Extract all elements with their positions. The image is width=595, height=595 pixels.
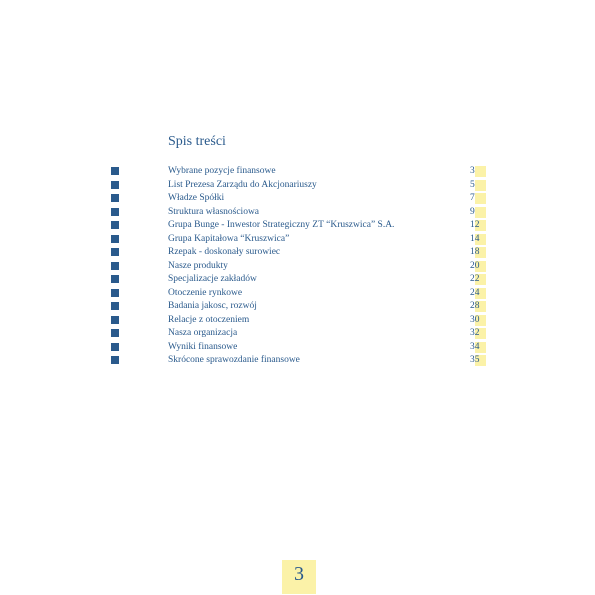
bullet-square-icon [111, 167, 119, 175]
page-title: Spis treści [168, 134, 226, 149]
bullet-square-icon [111, 356, 119, 364]
toc-entry-page[interactable]: 3 [470, 166, 475, 176]
toc-entry[interactable] [0, 314, 595, 328]
page-number-highlight [475, 166, 486, 177]
toc-entry-page[interactable]: 32 [470, 328, 480, 338]
toc-entry[interactable] [0, 192, 595, 206]
bullet-square-icon [111, 235, 119, 243]
toc-entry-label[interactable]: Skrócone sprawozdanie finansowe [168, 355, 300, 365]
toc-entry[interactable] [0, 179, 595, 193]
page-number-highlight [475, 180, 486, 191]
toc-entry[interactable] [0, 165, 595, 179]
toc-entry-page[interactable]: 18 [470, 247, 480, 257]
page-number-highlight [475, 207, 486, 218]
bullet-square-icon [111, 221, 119, 229]
toc-entry-label[interactable]: Nasza organizacja [168, 328, 238, 338]
toc-entry-page[interactable]: 14 [470, 233, 480, 244]
toc-entry[interactable] [0, 219, 595, 233]
toc-entry[interactable] [0, 233, 595, 247]
bullet-square-icon [111, 262, 119, 270]
toc-entry-label[interactable]: Specjalizacje zakładów [168, 274, 257, 284]
toc-entry-page[interactable]: 5 [470, 179, 475, 190]
bullet-square-icon [111, 208, 119, 216]
toc-entry-page[interactable]: 34 [470, 341, 480, 352]
toc-entry-label[interactable]: Badania jakosc, rozwój [168, 301, 257, 311]
toc-entry-page[interactable]: 24 [470, 287, 480, 298]
toc-entry-label[interactable]: Wyniki finansowe [168, 341, 238, 352]
page-number: 3 [294, 563, 304, 585]
bullet-square-icon [111, 343, 119, 351]
toc-entry[interactable] [0, 287, 595, 301]
toc-entry-page[interactable]: 28 [470, 301, 480, 311]
toc-entry-label[interactable]: Rzepak - doskonały surowiec [168, 247, 281, 257]
toc-entry-label[interactable]: Relacje z otoczeniem [168, 314, 250, 325]
page-number-highlight [475, 193, 486, 204]
toc-entry[interactable] [0, 260, 595, 274]
toc-entry[interactable] [0, 246, 595, 260]
toc-entry-page[interactable]: 20 [470, 260, 480, 271]
bullet-square-icon [111, 302, 119, 310]
bullet-square-icon [111, 316, 119, 324]
bullet-square-icon [111, 194, 119, 202]
bullet-square-icon [111, 275, 119, 283]
toc-entry-page[interactable]: 9 [470, 206, 475, 217]
toc-entry[interactable] [0, 273, 595, 287]
toc-entry[interactable] [0, 341, 595, 355]
toc-entry-label[interactable]: Otoczenie rynkowe [168, 287, 243, 298]
toc-entry-label[interactable]: Wybrane pozycje finansowe [168, 166, 276, 176]
bullet-square-icon [111, 248, 119, 256]
toc-entry-page[interactable]: 30 [470, 314, 480, 325]
bullet-square-icon [111, 289, 119, 297]
toc-entry-label[interactable]: Nasze produkty [168, 260, 228, 271]
toc-entry[interactable] [0, 300, 595, 314]
toc-entry-label[interactable]: Władze Spółki [168, 193, 225, 203]
toc-entry-label[interactable]: Grupa Bunge - Inwestor Strategiczny ZT “Kruszwica” S.A. [168, 220, 395, 230]
toc-entry-page[interactable]: 12 [470, 220, 480, 230]
bullet-square-icon [111, 181, 119, 189]
toc-entry-page[interactable]: 7 [470, 193, 475, 203]
toc-entry[interactable] [0, 354, 595, 368]
toc-entry-label[interactable]: Struktura własnościowa [168, 206, 260, 217]
toc-entry-page[interactable]: 35 [470, 355, 480, 365]
toc-entry-page[interactable]: 22 [470, 274, 480, 284]
toc-entry[interactable] [0, 206, 595, 220]
toc-entry-label[interactable]: List Prezesa Zarządu do Akcjonariuszy [168, 179, 317, 190]
table-of-contents [0, 165, 595, 368]
bullet-square-icon [111, 329, 119, 337]
toc-entry[interactable] [0, 327, 595, 341]
toc-entry-label[interactable]: Grupa Kapitałowa “Kruszwica” [168, 233, 290, 244]
